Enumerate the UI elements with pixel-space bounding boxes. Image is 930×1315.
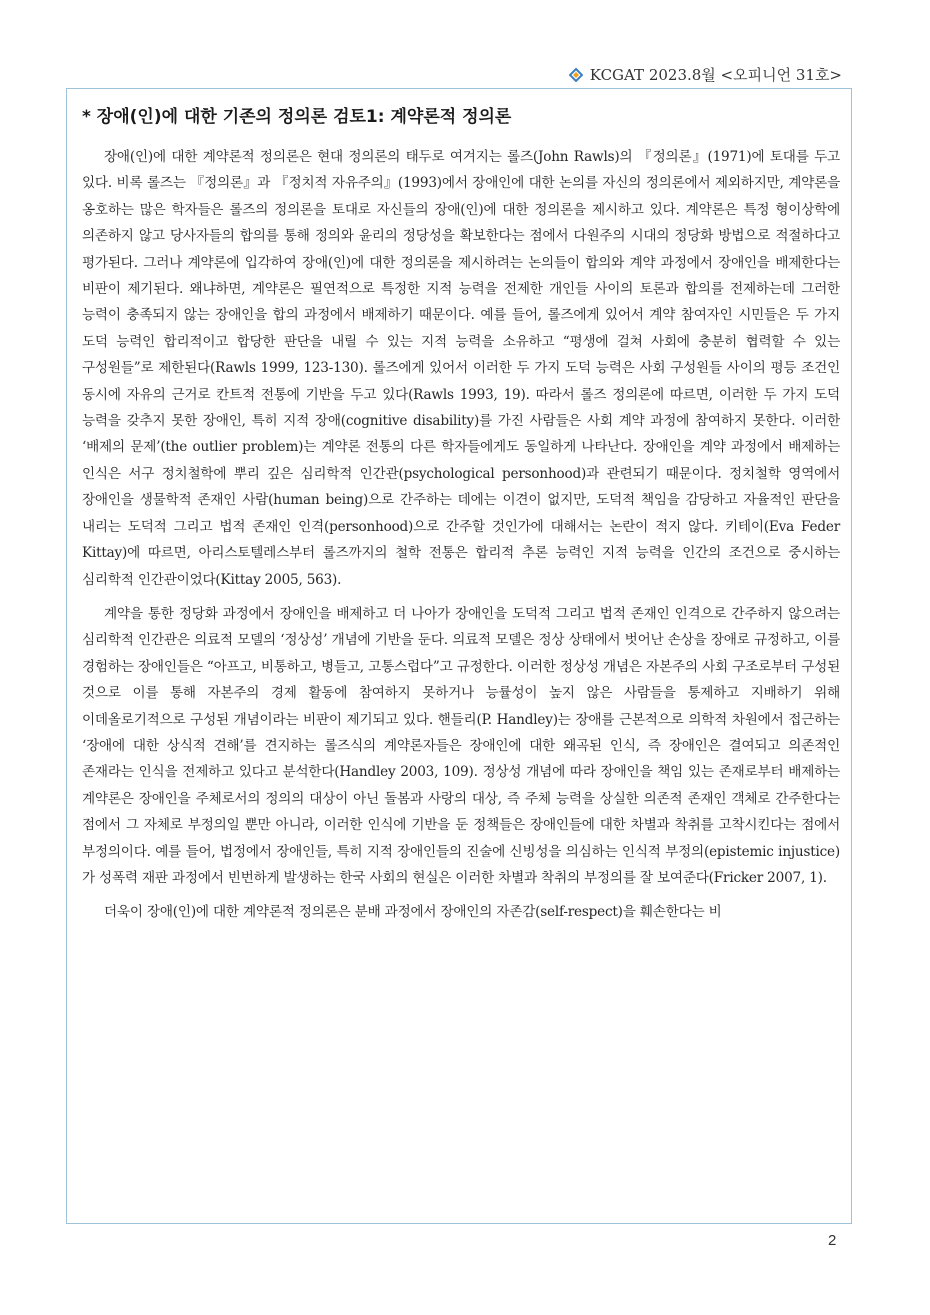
paragraph-2: 계약을 통한 정당화 과정에서 장애인을 배제하고 더 나아가 장애인을 도덕적 그리고 법적 존재인 인격으로 간주하지 않으려는 심리학적 인간관은 의료적 모델의 ‘정상성’ 개념에 기반을 둔다. 의료적 모델은 정상 상태에서 벗어난 손상을 장애로 규정하고, 이를 경험하는 장애인들은 “아프고, 비통하고, 병들고, 고통스럽다”고 규정한다. 이러한 정상성 개념은 자본주의 사회 구조로부터 구성된 것으로 이를 통해 자본주의 경제 활동에 참여하지 못하거나 능률성이 높지 않은 사람들을 통제하고 지배하기 위해 이데올로기적으로 구성된 개념이라는 비판이 제기되고 있다. 핸들리(P. Handley)는 장애를 근본적으로 의학적 차원에서 접근하는 ‘장애에 대한 상식적 견해’를 견지하는 롤즈식의 계약론자들은 장애인에 대한 왜곡된 인식, 즉 장애인은 결여되고 의존적인 존재라는 인식을 전제하고 있다고 분석한다(Handley 2003, 109). 정상성 개념에 따라 장애인을 책임 있는 존재로부터 배제하는 계약론은 장애인을 주체로서의 정의의 대상이 아닌 돌봄과 사랑의 대상, 즉 주체 능력을 상실한 의존적 존재인 객체로 간주한다는 점에서 그 자체로 부정의일 뿐만 아니라, 이러한 인식에 기반을 둔 정책들은 장애인들에 대한 차별과 착취를 고착시킨다는 점에서 부정의이다. 예를 들어, 법정에서 장애인들, 특히 지적 장애인들의 진술에 신빙성을 의심하는 인식적 부정의(epistemic injustice)가 성폭력 재판 과정에서 빈번하게 발생하는 한국 사회의 현실은 이러한 차별과 착취의 부정의를 잘 보여준다(Fricker 2007, 1). <box>82 605 840 886</box>
header-text: KCGAT 2023.8월 <오피니언 31호> <box>589 66 842 84</box>
paragraph-1: 장애(인)에 대한 계약론적 정의론은 현대 정의론의 태두로 여겨지는 롤즈(John Rawls)의 『정의론』(1971)에 토대를 두고 있다. 비록 롤즈는 『정의론』과 『정치적 자유주의』(1993)에서 장애인에 대한 논의를 자신의 정의론에서 제외하지만, 계약론을 옹호하는 많은 학자들은 롤즈의 정의론을 토대로 자신들의 장애(인)에 대한 정의론을 제시하고 있다. 계약론은 특정 형이상학에 의존하지 않고 당사자들의 합의를 통해 정의와 윤리의 정당성을 확보한다는 점에서 다원주의 시대의 정당화 방법으로 적절하다고 평가된다. 그러나 계약론에 입각하여 장애(인)에 대한 정의론을 제시하려는 논의들이 합의와 계약 과정에서 장애인을 배제한다는 비판이 제기된다. 왜냐하면, 계약론은 필연적으로 특정한 지적 능력을 전제한 개인들 사이의 토론과 합의를 전제하는데 그러한 능력이 충족되지 않는 장애인을 합의 과정에서 배제하기 때문이다. 예를 들어, 롤즈에게 있어서 계약 참여자인 시민들은 두 가지 도덕 능력인 합리적이고 합당한 판단을 내릴 수 있는 지적 능력을 소유하고 “평생에 걸쳐 사회에 충분히 협력할 수 있는 구성원들”로 제한된다(Rawls 1999, 123-130). 롤즈에게 있어서 이러한 두 가지 도덕 능력은 사회 구성원들 사이의 평등 조건인 동시에 자유의 근거로 칸트적 전통에 기반을 두고 있다(Rawls 1993, 19). 따라서 롤즈 정의론에 따르면, 이러한 두 가지 도덕 능력을 갖추지 못한 장애인, 특히 지적 장애(cognitive disability)를 가진 사람들은 사회 계약 과정에 참여하지 못한다. 이러한 ‘배제의 문제’(the outlier problem)는 계약론 전통의 다른 학자들에게도 동일하게 나타난다. 장애인을 계약 과정에서 배제하는 인식은 서구 정치철학에 뿌리 깊은 심리학적 인간관(psychological personhood)과 관련되기 때문이다. 정치철학 영역에서 장애인을 생물학적 존재인 사람(human being)으로 간주하는 데에는 이견이 없지만, 도덕적 책임을 감당하고 자율적인 판단을 내리는 도덕적 그리고 법적 존재인 인격(personhood)으로 간주할 것인가에 대해서는 논란이 적지 않다. 키테이(Eva Feder Kittay)에 따르면, 아리스토텔레스부터 롤즈까지의 철학 전통은 합리적 추론 능력인 지적 능력을 인간의 조건으로 중시하는 심리학적 인간관이었다(Kittay 2005, 563). <box>82 149 840 588</box>
article-body <box>82 104 840 934</box>
page-header <box>569 64 842 85</box>
section-heading: * 장애(인)에 대한 기존의 정의론 검토1: 계약론적 정의론 <box>82 107 512 127</box>
page-number: 2 <box>828 1232 837 1249</box>
paragraph-3: 더욱이 장애(인)에 대한 계약론적 정의론은 분배 과정에서 장애인의 자존감(self-respect)을 훼손한다는 비 <box>104 904 722 921</box>
diamond-logo-icon <box>569 68 583 82</box>
